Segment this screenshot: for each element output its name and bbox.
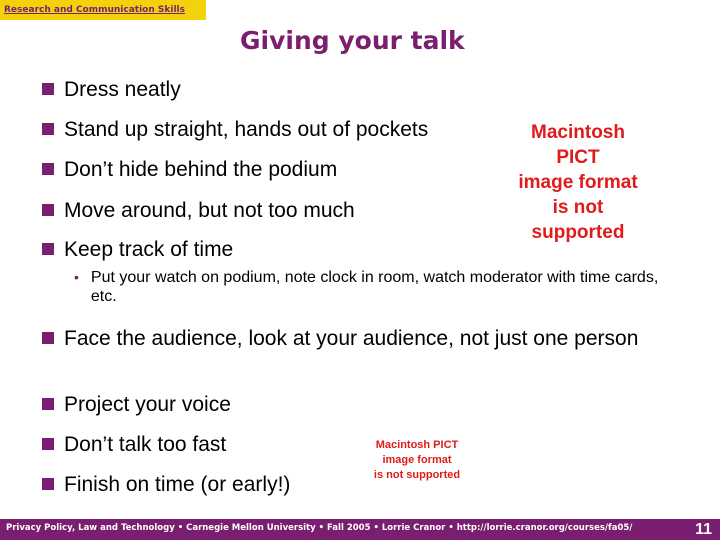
square-bullet-icon xyxy=(42,204,54,216)
page-number: 11 xyxy=(695,521,712,538)
footer-text: Privacy Policy, Law and Technology • Carnegie Mellon University • Fall 2005 • Lorrie Cranor • http://lorrie.cranor.org/courses/fa05/ xyxy=(6,523,633,533)
placeholder-line: is not supported xyxy=(373,469,461,481)
unsupported-image-placeholder-large xyxy=(510,120,646,245)
square-bullet-icon xyxy=(42,163,54,175)
square-bullet-icon xyxy=(42,398,54,410)
unsupported-image-placeholder-small xyxy=(370,438,464,483)
square-bullet-icon xyxy=(42,438,54,450)
bullet-time: Keep track of time xyxy=(42,237,233,262)
bullet-voice: Project your voice xyxy=(42,392,231,417)
placeholder-line: image format xyxy=(518,172,638,193)
footer-bar xyxy=(0,519,720,540)
bullet-audience: Face the audience, look at your audience, not just one person xyxy=(42,326,652,351)
square-bullet-icon xyxy=(42,123,54,135)
bullet-podium: Don’t hide behind the podium xyxy=(42,157,337,182)
placeholder-line: Macintosh PICT xyxy=(375,439,459,451)
square-bullet-icon xyxy=(42,332,54,344)
dot-bullet-icon: • xyxy=(74,269,79,285)
slide-title: Giving your talk xyxy=(240,26,465,55)
bullet-finish: Finish on time (or early!) xyxy=(42,472,290,497)
bullet-fast: Don’t talk too fast xyxy=(42,432,226,457)
bullet-dress: Dress neatly xyxy=(42,77,181,102)
placeholder-line: Macintosh PICT xyxy=(531,122,625,168)
bullet-stand: Stand up straight, hands out of pockets xyxy=(42,117,428,142)
square-bullet-icon xyxy=(42,478,54,490)
course-tag: Research and Communication Skills xyxy=(0,0,206,20)
placeholder-line: image format xyxy=(382,454,452,466)
placeholder-line: is not supported xyxy=(531,197,625,243)
bullet-move: Move around, but not too much xyxy=(42,198,355,223)
square-bullet-icon xyxy=(42,243,54,255)
sub-bullet-watch: • Put your watch on podium, note clock in room, watch moderator with time cards, etc. xyxy=(74,269,659,305)
square-bullet-icon xyxy=(42,83,54,95)
